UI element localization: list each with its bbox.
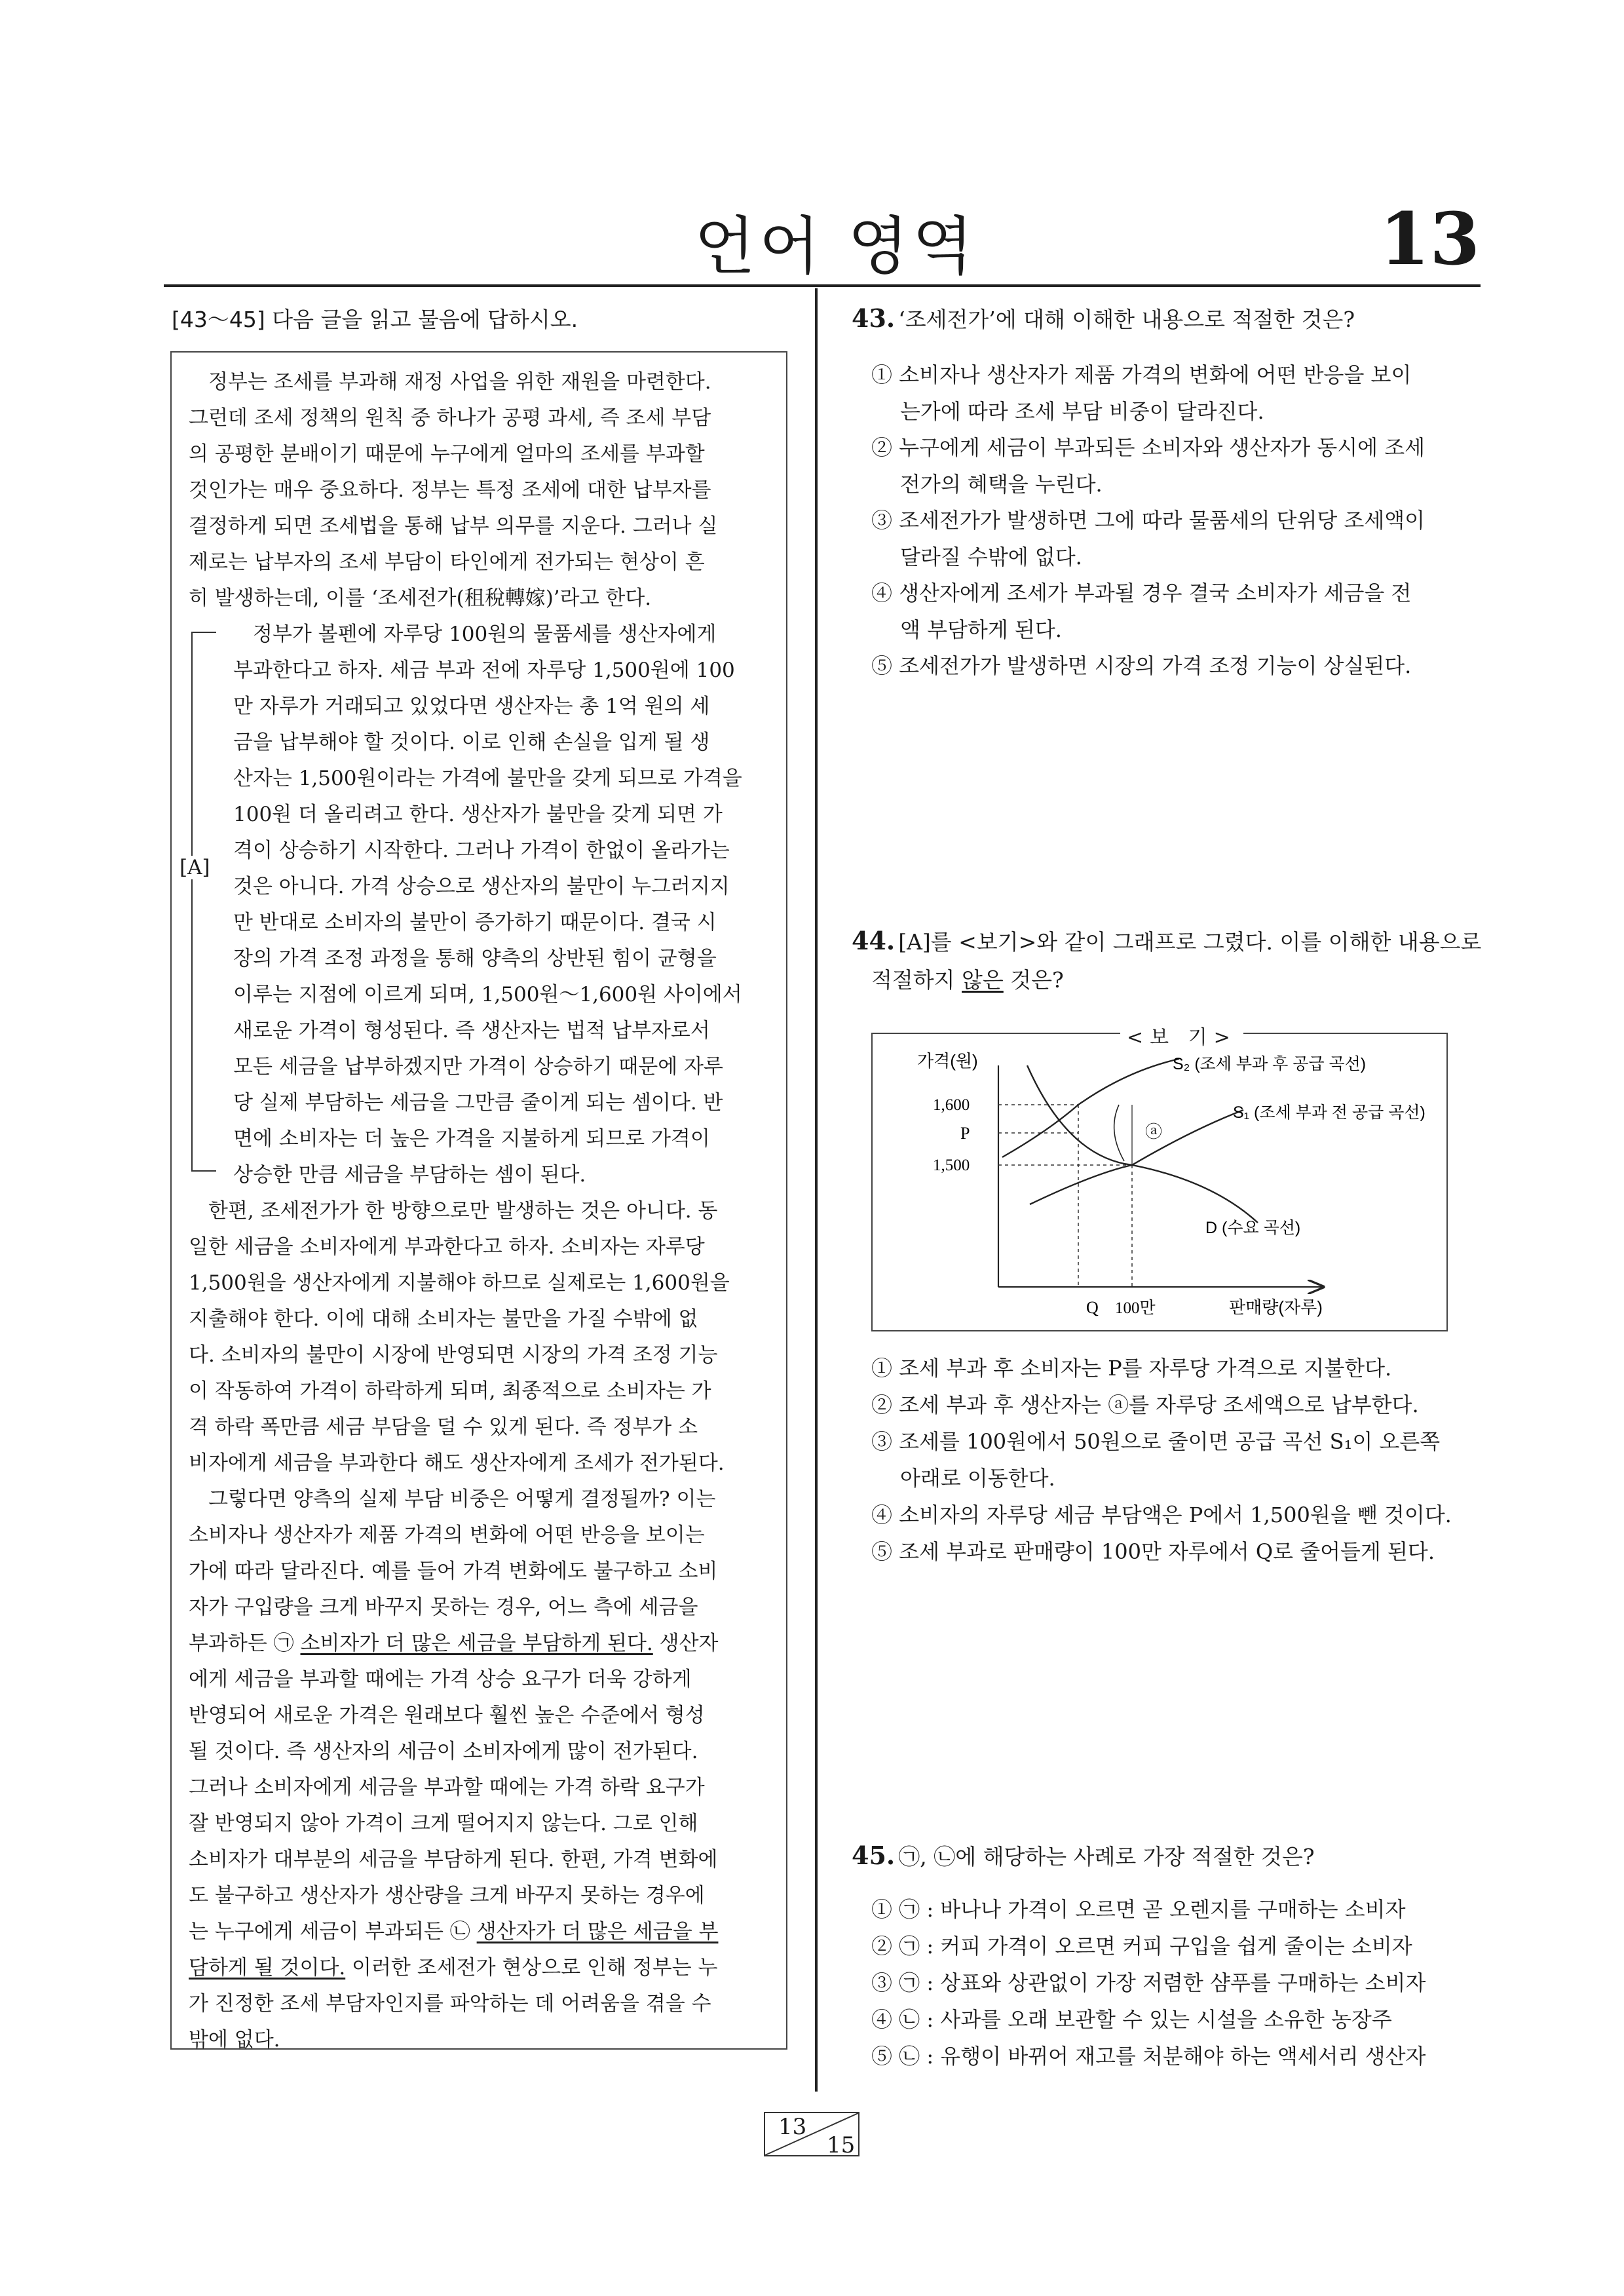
page-indicator-total: 15 xyxy=(827,2132,856,2158)
question-43 xyxy=(852,303,1355,334)
question-number: 44. xyxy=(852,926,896,955)
bracket-line: 산자는 1,500원이라는 가격에 불만을 갖게 되므로 가격을 xyxy=(233,767,742,790)
passage-line: 히 발생하는데, 이를 ‘조세전가(租稅轉嫁)’라고 한다. xyxy=(189,586,652,610)
curve-label-s1: S₁ (조세 부과 전 공급 곡선) xyxy=(1233,1103,1426,1122)
choice-43-1-cont: 는가에 따라 조세 부담 비중이 달라진다. xyxy=(900,399,1264,424)
passage-line: 될 것이다. 즉 생산자의 세금이 소비자에게 많이 전가된다. xyxy=(189,1740,698,1763)
y-tick-label: 1,500 xyxy=(933,1157,970,1174)
passage-line-underlined-b: 는 누구에게 세금이 부과되든 ㉡ 생산자가 더 많은 세금을 부 xyxy=(189,1920,719,1943)
question-44-stem-line2: 적절하지 않은 것은? xyxy=(871,967,1064,993)
bracket-line: 부과한다고 하자. 세금 부과 전에 자루당 1,500원에 100 xyxy=(233,659,735,682)
passage-line: 잘 반영되지 않아 가격이 크게 떨어지지 않는다. 그로 인해 xyxy=(189,1812,698,1835)
passage-line: 비자에게 세금을 부과한다 해도 생산자에게 조세가 전가된다. xyxy=(189,1451,725,1475)
passage-line: 가에 따라 달라진다. 예를 들어 가격 변화에도 불구하고 소비 xyxy=(189,1559,718,1583)
choice-44-2[interactable]: ② 조세 부과 후 생산자는 ⓐ를 자루당 조세액으로 납부한다. xyxy=(871,1392,1419,1417)
passage-line: 그런데 조세 정책의 원칙 중 하나가 공평 과세, 즉 조세 부담 xyxy=(189,406,711,430)
bracket-line: 금을 납부해야 할 것이다. 이로 인해 손실을 입게 될 생 xyxy=(233,731,710,754)
choice-45-2[interactable]: ② ㉠ : 커피 가격이 오르면 커피 구입을 쉽게 줄이는 소비자 xyxy=(871,1934,1412,1959)
x-axis-label: 판매량(자루) xyxy=(1229,1297,1323,1317)
question-45 xyxy=(852,1840,1315,1871)
question-number: 43. xyxy=(852,303,896,333)
bracket-line: 것은 아니다. 가격 상승으로 생산자의 불만이 누그러지지 xyxy=(233,875,730,898)
passage-line-underlined-c: 담하게 될 것이다. 이러한 조세전가 현상으로 인해 정부는 누 xyxy=(189,1956,718,1980)
passage-line: 다. 소비자의 불만이 시장에 반영되면 시장의 가격 조정 기능 xyxy=(189,1343,718,1367)
choice-45-5[interactable]: ⑤ ㉡ : 유행이 바뀌어 재고를 처분해야 하는 액세서리 생산자 xyxy=(871,2044,1426,2069)
underline-not: 않은 xyxy=(962,967,1004,993)
choice-45-3[interactable]: ③ ㉠ : 상표와 상관없이 가장 저렴한 샴푸를 구매하는 소비자 xyxy=(871,1970,1426,1995)
bracket-line: 장의 가격 조정 과정을 통해 양측의 상반된 힘이 균형을 xyxy=(233,947,717,970)
y-axis-label: 가격(원) xyxy=(917,1051,978,1071)
bracket-line: 모든 세금을 납부하겠지만 가격이 상승하기 때문에 자루 xyxy=(233,1055,723,1079)
bracket-line: 정부가 볼펜에 자루당 100원의 물품세를 생산자에게 xyxy=(253,622,717,646)
bracket-line: 당 실제 부담하는 세금을 그만큼 줄이게 되는 셈이다. 반 xyxy=(233,1091,723,1115)
header-rule xyxy=(164,284,1481,287)
choice-44-4[interactable]: ④ 소비자의 자루당 세금 부담액은 P에서 1,500원을 뺀 것이다. xyxy=(871,1502,1452,1527)
passage-line: 격 하락 폭만큼 세금 부담을 덜 수 있게 된다. 즉 정부가 소 xyxy=(189,1415,698,1439)
bracket-line: 상승한 만큼 세금을 부담하는 셈이 된다. xyxy=(233,1163,586,1187)
passage-line: 이 작동하여 가격이 하락하게 되며, 최종적으로 소비자는 가 xyxy=(189,1379,711,1403)
question-stem: ㉠, ㉡에 해당하는 사례로 가장 적절한 것은? xyxy=(898,1844,1315,1869)
demand-curve xyxy=(1027,1065,1258,1223)
bracket-line: 면에 소비자는 더 높은 가격을 지불하게 되므로 가격이 xyxy=(233,1127,710,1151)
choice-43-1[interactable]: ① 소비자나 생산자가 제품 가격의 변화에 어떤 반응을 보이 xyxy=(871,362,1412,387)
question-stem: ‘조세전가’에 대해 이해한 내용으로 적절한 것은? xyxy=(898,307,1355,332)
passage-line: 가 진정한 조세 부담자인지를 파악하는 데 어려움을 겪을 수 xyxy=(189,1992,711,2016)
supply-demand-graph xyxy=(871,1033,1448,1331)
choice-43-4[interactable]: ④ 생산자에게 조세가 부과될 경우 결국 소비자가 세금을 전 xyxy=(871,581,1412,605)
passage-line: 자가 구입량을 크게 바꾸지 못하는 경우, 어느 측에 세금을 xyxy=(189,1596,698,1619)
passage-line: 그러나 소비자에게 세금을 부과할 때에는 가격 하락 요구가 xyxy=(189,1776,705,1799)
bracket-a xyxy=(191,632,216,1172)
passage-line: 결정하게 되면 조세법을 통해 납부 의무를 지운다. 그러나 실 xyxy=(189,514,718,538)
passage-line: 제로는 납부자의 조세 부담이 타인에게 전가되는 현상이 흔 xyxy=(189,550,705,574)
x-tick-label: 100만 xyxy=(1115,1299,1156,1317)
annotation-bracket xyxy=(1114,1105,1124,1161)
passage-line: 한편, 조세전가가 한 방향으로만 발생하는 것은 아니다. 동 xyxy=(208,1199,718,1223)
underline-c: 담하게 될 것이다. xyxy=(189,1956,346,1980)
passage-line: 에게 세금을 부과할 때에는 가격 상승 요구가 더욱 강하게 xyxy=(189,1668,692,1691)
choice-43-5[interactable]: ⑤ 조세전가가 발생하면 시장의 가격 조정 기능이 상실된다. xyxy=(871,653,1412,678)
passage-line: 지출해야 한다. 이에 대해 소비자는 불만을 가질 수밖에 없 xyxy=(189,1307,698,1331)
passage-line: 그렇다면 양측의 실제 부담 비중은 어떻게 결정될까? 이는 xyxy=(208,1487,716,1511)
question-number: 45. xyxy=(852,1841,896,1870)
page-indicator-current: 13 xyxy=(778,2114,807,2140)
annotation-a: ⓐ xyxy=(1145,1122,1163,1142)
passage-line: 소비자나 생산자가 제품 가격의 변화에 어떤 반응을 보이는 xyxy=(189,1523,705,1547)
bracket-line: 100원 더 올리려고 한다. 생산자가 불만을 갖게 되면 가 xyxy=(233,803,723,826)
curve-label-d: D (수요 곡선) xyxy=(1205,1219,1301,1237)
bracket-line: 만 자루가 거래되고 있었다면 생산자는 총 1억 원의 세 xyxy=(233,695,710,718)
choice-44-5[interactable]: ⑤ 조세 부과로 판매량이 100만 자루에서 Q로 줄어들게 된다. xyxy=(871,1539,1435,1564)
underline-a: 소비자가 더 많은 세금을 부담하게 된다. xyxy=(300,1632,653,1655)
choice-44-3[interactable]: ③ 조세를 100원에서 50원으로 줄이면 공급 곡선 S₁이 오른쪽 xyxy=(871,1429,1441,1454)
passage-line: 정부는 조세를 부과해 재정 사업을 위한 재원을 마련한다. xyxy=(208,370,711,394)
bogi-title: <보 기> xyxy=(1120,1021,1243,1050)
passage-line-underlined-a: 부과하든 ㉠ 소비자가 더 많은 세금을 부담하게 된다. 생산자 xyxy=(189,1632,719,1655)
passage-line: 밖에 없다. xyxy=(189,2028,280,2052)
column-divider xyxy=(815,288,818,2092)
bracket-line: 새로운 가격이 형성된다. 즉 생산자는 법적 납부자로서 xyxy=(233,1019,710,1043)
choice-44-1[interactable]: ① 조세 부과 후 소비자는 P를 자루당 가격으로 지불한다. xyxy=(871,1356,1392,1381)
choice-43-2[interactable]: ② 누구에게 세금이 부과되든 소비자와 생산자가 동시에 조세 xyxy=(871,435,1426,460)
question-44 xyxy=(852,925,1481,956)
passage-line: 일한 세금을 소비자에게 부과한다고 하자. 소비자는 자루당 xyxy=(189,1235,705,1259)
page-number: 13 xyxy=(1379,197,1480,281)
passage-line: 것인가는 매우 중요하다. 정부는 특정 조세에 대한 납부자를 xyxy=(189,478,711,502)
bracket-line: 격이 상승하기 시작한다. 그러나 가격이 한없이 올라가는 xyxy=(233,839,730,862)
choice-44-3-cont: 아래로 이동한다. xyxy=(900,1466,1055,1491)
x-tick-label: Q xyxy=(1086,1298,1099,1317)
y-tick-label: P xyxy=(960,1124,970,1143)
bracket-line: 이루는 지점에 이르게 되며, 1,500원～1,600원 사이에서 xyxy=(233,983,742,1006)
choice-43-2-cont: 전가의 혜택을 누린다. xyxy=(900,472,1103,497)
curve-label-s2: S₂ (조세 부과 후 공급 곡선) xyxy=(1173,1055,1367,1073)
y-tick-label: 1,600 xyxy=(933,1096,970,1114)
passage-line: 반영되어 새로운 가격은 원래보다 훨씬 높은 수준에서 형성 xyxy=(189,1704,705,1727)
supply-curve-s2 xyxy=(1002,1059,1179,1157)
bracket-a-label: [A] xyxy=(179,856,210,879)
choice-43-3-cont: 달라질 수밖에 없다. xyxy=(900,545,1082,569)
bracket-line: 만 반대로 소비자의 불만이 증가하기 때문이다. 결국 시 xyxy=(233,911,717,934)
underline-b: 생산자가 더 많은 세금을 부 xyxy=(476,1920,719,1943)
passage-line: 도 불구하고 생산자가 생산량을 크게 바꾸지 못하는 경우에 xyxy=(189,1884,705,1907)
choice-43-4-cont: 액 부담하게 된다. xyxy=(900,617,1062,642)
choice-45-4[interactable]: ④ ㉡ : 사과를 오래 보관할 수 있는 시설을 소유한 농장주 xyxy=(871,2007,1392,2032)
passage-line: 1,500원을 생산자에게 지불해야 하므로 실제로는 1,600원을 xyxy=(189,1271,730,1295)
passage-line: 소비자가 대부분의 세금을 부담하게 된다. 한편, 가격 변화에 xyxy=(189,1848,718,1871)
choice-43-3[interactable]: ③ 조세전가가 발생하면 그에 따라 물품세의 단위당 조세액이 xyxy=(871,508,1426,533)
section-title: 언어 영역 xyxy=(694,210,977,283)
choice-45-1[interactable]: ① ㉠ : 바나나 가격이 오르면 곧 오렌지를 구매하는 소비자 xyxy=(871,1897,1406,1922)
passage-line: 의 공평한 분배이기 때문에 누구에게 얼마의 조세를 부과할 xyxy=(189,442,705,466)
question-stem: [A]를 <보기>와 같이 그래프로 그렸다. 이를 이해한 내용으로 xyxy=(898,929,1482,955)
question-instruction: [43～45] 다음 글을 읽고 물음에 답하시오. xyxy=(172,307,578,332)
